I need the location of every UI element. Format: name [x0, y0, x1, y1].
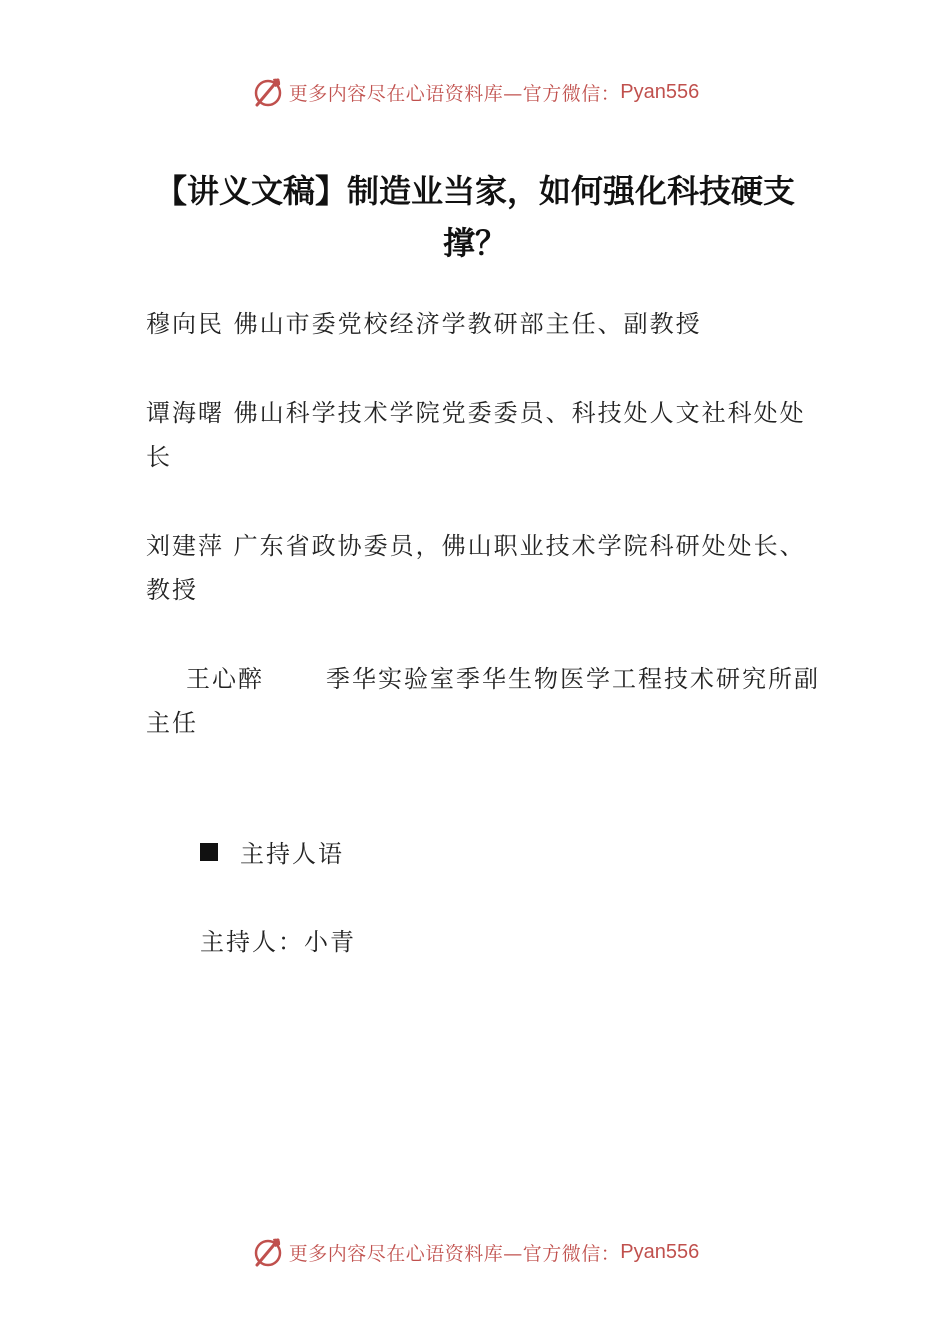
participant-entry	[146, 657, 826, 745]
header-banner	[0, 72, 950, 112]
participant-name: 刘建萍	[146, 532, 224, 560]
participant-name: 谭海曙	[146, 399, 224, 427]
participant-role: 季华实验室季华生物医学工程技术研究所副主任	[146, 665, 820, 737]
document-title: 【讲义文稿】制造业当家，如何强化科技硬支撑？	[154, 172, 795, 262]
participant-role: 佛山市委党校经济学教研部主任、副教授	[233, 310, 702, 338]
banner-text: 更多内容尽在心语资料库—官方微信：	[288, 82, 621, 105]
participant-entry	[146, 302, 826, 346]
participant-name: 穆向民	[146, 310, 224, 338]
black-square-bullet-icon	[200, 843, 218, 861]
host-line: 主持人：小青	[200, 928, 356, 956]
participant-entry	[146, 524, 826, 612]
footer-banner	[0, 1232, 950, 1272]
banner-wechat-id: Pyan556	[620, 1240, 700, 1263]
banner-wechat-id: Pyan556	[620, 80, 700, 103]
quill-pen-circle-icon	[251, 1235, 285, 1269]
quill-pen-circle-icon	[251, 75, 285, 109]
section-heading	[200, 834, 344, 869]
participant-role: 广东省政协委员，佛山职业技术学院科研处处长、教授	[146, 532, 806, 604]
participant-role: 佛山科学技术学院党委委员、科技处人文社科处处长	[146, 399, 806, 471]
participant-name: 王心醉	[186, 665, 264, 693]
participant-entry	[146, 391, 826, 479]
banner-text: 更多内容尽在心语资料库—官方微信：	[288, 1242, 621, 1265]
section-heading-text: 主持人语	[240, 840, 344, 868]
